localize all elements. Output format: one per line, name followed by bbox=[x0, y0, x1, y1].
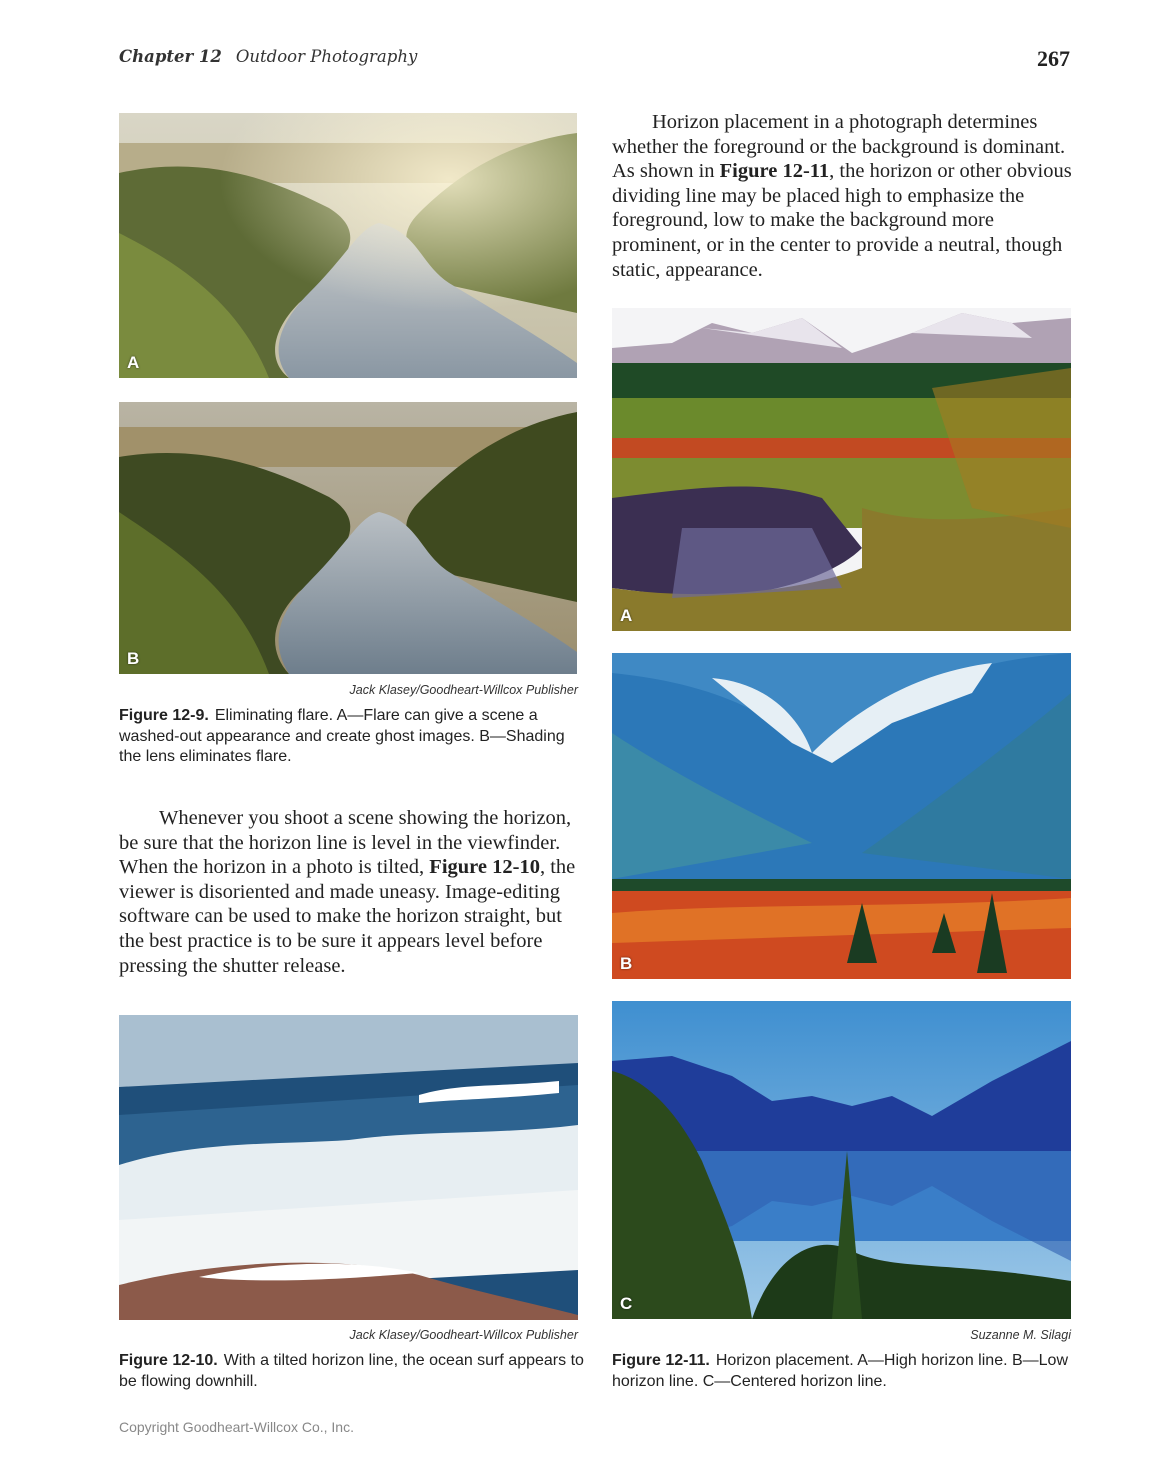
body-paragraph-horizon-placement bbox=[612, 110, 1077, 282]
figure-12-10-label: Figure 12-10. bbox=[119, 1352, 218, 1369]
figure-12-11a-photo bbox=[612, 308, 1071, 631]
figure-12-11-caption bbox=[612, 1351, 1077, 1392]
running-header bbox=[119, 47, 417, 66]
copyright-footer: Copyright Goodheart-Willcox Co., Inc. bbox=[119, 1419, 354, 1435]
panel-letter-b: B bbox=[127, 649, 140, 668]
figure-12-9-caption-text: Eliminating flare. A—Flare can give a scene a washed-out appearance and create ghost images. B—Shading the lens eliminates flare. bbox=[119, 707, 565, 765]
panel-letter-a: A bbox=[620, 606, 633, 625]
chapter-label: Chapter 12 bbox=[119, 47, 222, 66]
paragraph-1-text-after: , the viewer is disoriented and made uneasy. Image-editing software can be used to make the horizon straight, but the best practice is to be sure it appears level before pressing the shutter release. bbox=[119, 856, 576, 977]
figure-12-9-label: Figure 12-9. bbox=[119, 707, 209, 724]
figure-12-11b-photo bbox=[612, 653, 1071, 979]
figure-12-10-caption-text: With a tilted horizon line, the ocean surf appears to be flowing downhill. bbox=[119, 1352, 584, 1390]
paragraph-2-text-after: , the horizon or other obvious dividing line may be placed high to emphasize the foreground, low to make the background more prominent, or in the center to provide a neutral, though static, appearance. bbox=[612, 160, 1072, 281]
figure-12-10-reference: Figure 12-10 bbox=[429, 856, 540, 879]
body-paragraph-horizon-level bbox=[119, 806, 582, 978]
figure-12-9-credit: Jack Klasey/Goodheart-Willcox Publisher bbox=[349, 683, 578, 697]
paragraph-1-text-before: Whenever you shoot a scene showing the horizon, be sure that the horizon line is level in the viewfinder. When the horizon in a photo is tilted, bbox=[119, 807, 572, 879]
figure-12-9b-photo bbox=[119, 402, 577, 674]
figure-12-10-caption bbox=[119, 1351, 584, 1392]
figure-12-11-credit: Suzanne M. Silagi bbox=[970, 1328, 1071, 1342]
panel-letter-c: C bbox=[620, 1294, 633, 1313]
page-number: 267 bbox=[1037, 46, 1070, 71]
paragraph-2-text-before: Horizon placement in a photograph determines whether the foreground or the background is dominant. As shown in bbox=[612, 111, 1066, 183]
figure-12-11-reference: Figure 12-11 bbox=[719, 160, 830, 183]
figure-12-11-label: Figure 12-11. bbox=[612, 1352, 710, 1369]
figure-12-11-caption-text: Horizon placement. A—High horizon line. B—Low horizon line. C—Centered horizon line. bbox=[612, 1352, 1068, 1390]
figure-12-11c-photo bbox=[612, 1001, 1071, 1319]
figure-12-9-caption bbox=[119, 706, 584, 768]
panel-letter-a: A bbox=[127, 353, 140, 372]
figure-12-10-photo bbox=[119, 1015, 578, 1320]
figure-12-9a-photo bbox=[119, 113, 577, 378]
chapter-title: Outdoor Photography bbox=[235, 47, 418, 66]
figure-12-10-credit: Jack Klasey/Goodheart-Willcox Publisher bbox=[349, 1328, 578, 1342]
panel-letter-b: B bbox=[620, 954, 633, 973]
